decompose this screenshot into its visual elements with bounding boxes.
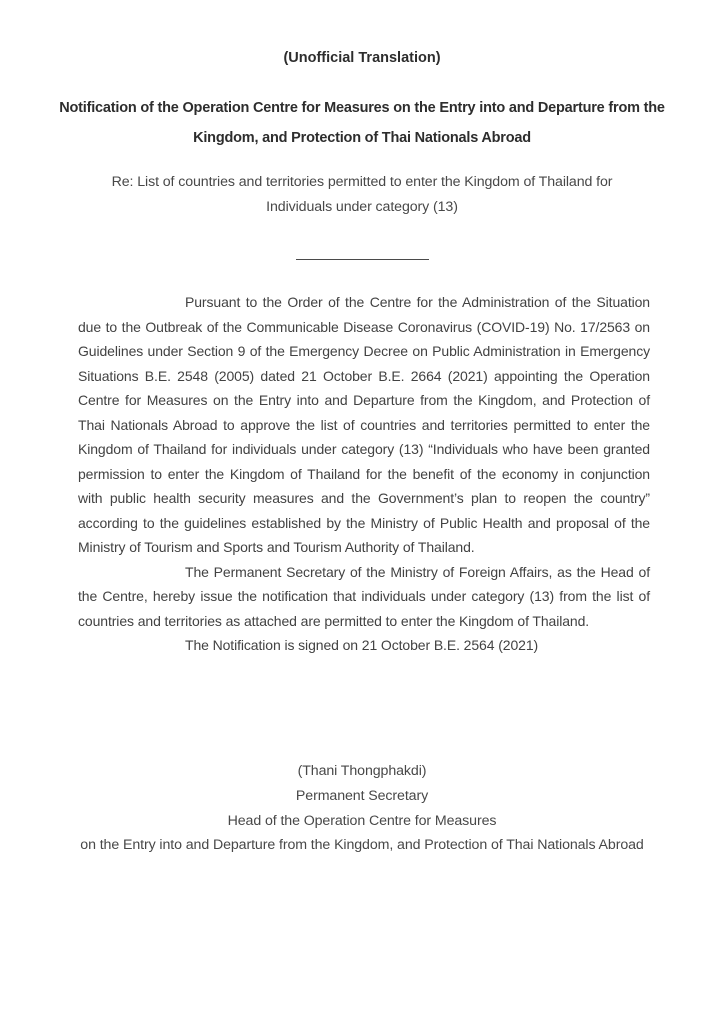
- document-title-line-1: Notification of the Operation Centre for Measures on the Entry into and Departure from the: [59, 100, 665, 116]
- body-paragraph-2: The Permanent Secretary of the Ministry of Foreign Affairs, as the Head of the Centre, hereby issue the notification that individuals under category (13) from the list of countries and territories as attached are permitted to enter the Kingdom of Thailand.: [78, 563, 650, 629]
- signatory-name: (Thani Thongphakdi): [297, 763, 427, 779]
- signatory-title: Permanent Secretary: [295, 787, 429, 804]
- document-body: [78, 290, 650, 658]
- translation-note: (Unofficial Translation): [283, 50, 441, 66]
- body-paragraph-1: Pursuant to the Order of the Centre for the Administration of the Situation due to the Outbreak of the Communicable Disease Coronavirus (COVID-19) No. 17/2563 on Guidelines under Section 9 of the Emergency Decree on Public Administration in Emergency Situations B.E. 2548 (2005) dated 21 October B.E. 2664 (2021) appointing the Operation Centre for Measures on the Entry into and Departure from the Kingdom, and Protection of Thai Nationals Abroad to approve the list of countries and territories permitted to enter the Kingdom of Thailand for individuals under category (13) “Individuals who have been granted permission to enter the Kingdom of Thailand for the benefit of the economy in conjunction with public health security measures and the Government’s plan to reopen the country” according to the guidelines established by the Ministry of Public Health and proposal of the Ministry of Tourism and Sports and Tourism Authority of Thailand.: [78, 294, 650, 555]
- section-divider: [296, 259, 429, 260]
- body-paragraph-3: The Notification is signed on 21 October B.E. 2564 (2021): [185, 637, 539, 653]
- signatory-role-line-2: on the Entry into and Departure from the Kingdom, and Protection of Thai Nationals Abroad: [80, 837, 644, 854]
- document-subject: [0, 170, 724, 219]
- signature-block: [0, 759, 724, 858]
- document-title: [0, 93, 724, 153]
- subject-line-1: Re: List of countries and territories permitted to enter the Kingdom of Thailand for: [111, 174, 613, 190]
- document-title-line-2: Kingdom, and Protection of Thai Nationals Abroad: [193, 130, 531, 146]
- signatory-role-line-1: Head of the Operation Centre for Measures: [227, 812, 497, 829]
- subject-line-2: Individuals under category (13): [266, 198, 458, 215]
